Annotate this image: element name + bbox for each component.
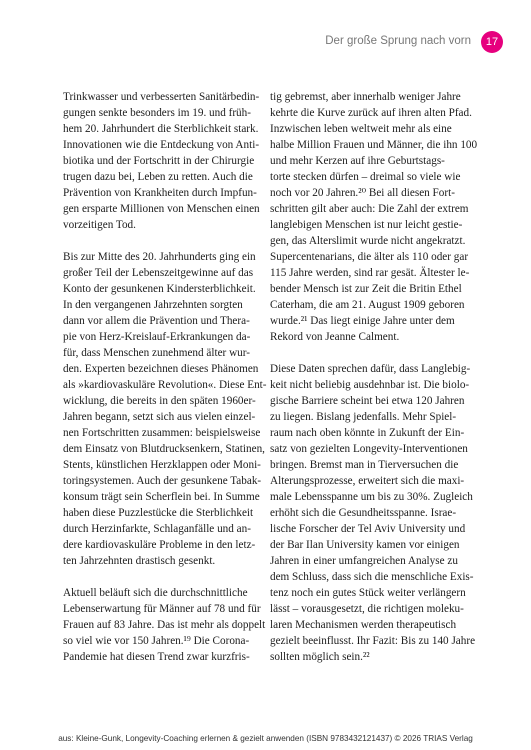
body-text-line: Bis zur Mitte des 20. Jahrhunderts ging ein [63,251,256,263]
body-text-line: für, dass Menschen zunehmend älter wur- [63,347,250,359]
body-text-line: Rekord von Jeanne Calment. [270,331,400,343]
body-text-line: dem Schluss, dass sich die menschliche Exis- [270,571,474,583]
body-text-line: laren Mechanismen werden therapeutisch [270,619,457,631]
body-text-line: lässt – vorausgesetzt, die richtigen moleku- [270,603,464,615]
body-text-line: Diese Daten sprechen dafür, dass Langlebig- [270,363,471,375]
source-footer: aus: Kleine-Gunk, Longevity-Coaching erlernen & gezielt anwenden (ISBN 9783432121437) © 2026 TRIAS Verlag [58,734,473,743]
page-number-badge: 17 [481,31,503,53]
body-text-line: Jahren in einer umfangreichen Analyse zu [270,555,458,567]
body-text-line: In den vergangenen Jahrzehnten sorgten [63,299,243,311]
paragraph-gap [270,345,468,361]
body-text-line: lische Forscher der Tel Aviv University und [270,523,466,535]
body-text-line: schritten gilt aber auch: Die Zahl der extrem [270,203,469,215]
body-text-line: Alterungsprozesse, erweitert sich die maxi- [270,475,465,487]
body-text-line: noch vor 20 Jahren.²⁰ Bei all diesen Fort- [270,187,455,199]
body-text-line: pie von Herz-Kreislauf-Erkrankungen da- [63,331,251,343]
body-text-line: Prävention von Krankheiten durch Impfun- [63,187,257,199]
body-text-line: 115 Jahre werden, sind rar gesät. Ältester le- [270,267,470,279]
body-text-line: Frauen auf 83 Jahre. Das ist mehr als doppelt [63,619,266,631]
body-text-line: und mehr Kerzen auf ihre Geburtstags- [270,155,445,167]
body-text-line: wicklung, die bereits in den späten 1960er- [63,395,256,407]
body-text-line: toringsystemen. Auch der gesunkene Tabak- [63,475,262,487]
paragraph-gap [63,569,261,585]
body-text-line: der Bar Ilan University kamen vor einigen [270,539,460,551]
body-text-line: raum nach oben könnte in Zukunft der Ein- [270,427,465,439]
body-text-line: Pandemie hat diesen Trend zwar kurzfris- [63,651,250,663]
body-text-line: ten Jahrzehnten drastisch gesenkt. [63,555,216,567]
body-text-line: Innovationen wie die Entdeckung von Anti- [63,139,260,151]
body-text-line: bender Mensch ist zur Zeit die Britin Ethel [270,283,462,295]
body-text-line: keit nicht beliebig ausdehnbar ist. Die biolo- [270,379,470,391]
body-text-line: Caterham, die am 21. August 1909 geboren [270,299,465,311]
body-text-line: konsum trägt sein Scherflein bei. In Summe [63,491,260,503]
body-text-line: nen Fortschritten zusammen: beispielsweise [63,427,261,439]
body-text-line: Inzwischen leben weltweit mehr als eine [270,123,452,135]
body-text-line: erhöht sich die Gesundheitsspanne. Israe- [270,507,457,519]
body-text-line: sollten möglich sein.²² [270,651,370,663]
body-text-line: haben diese Puzzlestücke die Sterblichkeit [63,507,254,519]
body-text-line: biotika und der Fortschritt in der Chirurgie [63,155,255,167]
body-text-line: Lebenserwartung für Männer auf 78 und für [63,603,261,615]
body-text-line: dem Einsatz von Blutdrucksenkern, Statinen, [63,443,265,455]
body-text-line: durch Herzinfarkte, Schlaganfälle und an- [63,523,251,535]
body-text-line: trugen dazu bei, Leben zu retten. Auch die [63,171,253,183]
body-text-line: Jahren begann, setzt sich aus vielen einzel- [63,411,256,423]
body-text-line: so viel wie vor 150 Jahren.¹⁹ Die Corona- [63,635,250,647]
body-text-line: großer Teil der Lebenszeitgewinne auf das [63,267,254,279]
body-text-line: kehrte die Kurve zurück auf ihren alten Pfad. [270,107,472,119]
body-text-line: langlebigen Menschen ist nur leicht gestie- [270,219,463,231]
body-text-line: halbe Million Frauen und Männer, die ihn 100 [270,139,478,151]
body-text-line: male Lebensspanne um bis zu 30%. Zugleich [270,491,473,503]
left-text-column [63,89,267,665]
body-text-line: tenz noch ein gutes Stück weiter verlängern [270,587,466,599]
body-text-line: den. Experten bezeichnen dieses Phänomen [63,363,259,375]
running-header-title: Der große Sprung nach vorn [325,35,471,47]
body-text-line: bringen. Bremst man in Tierversuchen die [270,459,459,471]
paragraph-gap [63,233,261,249]
body-text-line: vorzeitigen Tod. [63,219,136,231]
body-text-line: gische Barriere scheint bei etwa 120 Jahren [270,395,465,407]
body-text-line: Konto der gesunkenen Kindersterblichkeit. [63,283,256,295]
body-text-line: Stents, künstlichen Herzklappen oder Moni- [63,459,261,471]
body-text-line: tig gebremst, aber innerhalb weniger Jahre [270,91,461,103]
right-text-column [270,89,478,665]
body-text-line: satz von gezielten Longevity-Interventionen [270,443,468,455]
body-text-line: dere kardiovaskuläre Probleme in den letz- [63,539,256,551]
body-text-line: dann vor allem die Prävention und Thera- [63,315,250,327]
body-text-line: gen, das Alterslimit wurde nicht angekratzt. [270,235,466,247]
body-text-line: als »kardiovaskuläre Revolution«. Diese Ent- [63,379,267,391]
body-text-line: hem 20. Jahrhundert die Sterblichkeit stark. [63,123,259,135]
body-text-line: Supercentenarians, die älter als 110 oder gar [270,251,469,263]
body-text-line: torte stecken dürfen – dreimal so viele wie [270,171,461,183]
body-text-line: Aktuell beläuft sich die durchschnittliche [63,587,248,599]
body-text-line: gen ersparte Millionen von Menschen einen [63,203,260,215]
body-text-line: zu liegen. Bislang jedenfalls. Mehr Spiel- [270,411,457,423]
body-text-line: Trinkwasser und verbesserten Sanitärbedin- [63,91,260,103]
body-text-line: gungen senkte besonders im 19. und früh- [63,107,251,119]
body-text-line: gezielt beeinflusst. Ihr Fazit: Bis zu 140 Jahre [270,635,476,647]
body-text-line: wurde.²¹ Das liegt einige Jahre unter dem [270,315,455,327]
